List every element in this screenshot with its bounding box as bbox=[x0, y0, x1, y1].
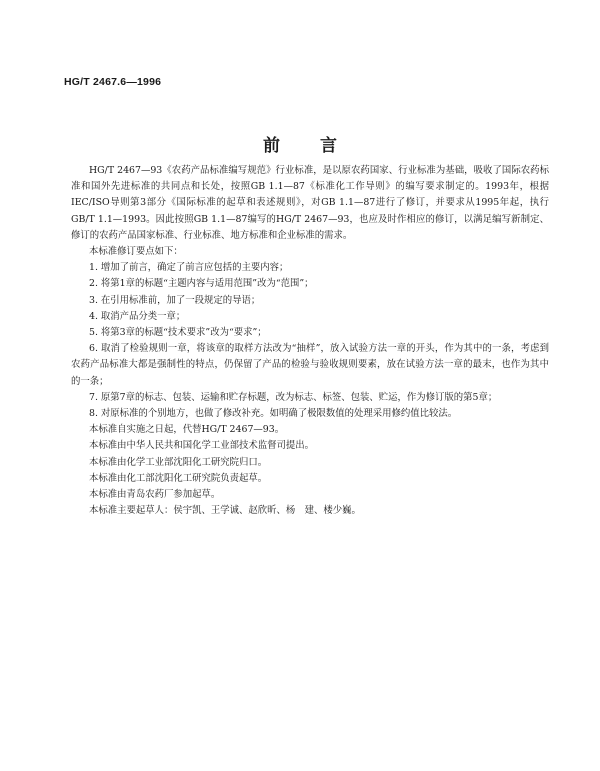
revision-item-8: 8. 对原标准的个别地方，也做了修改补充。如明确了极限数值的处理采用修约值比较法。 bbox=[89, 408, 458, 420]
revision-item-6: 6. 取消了检验规则一章，将该章的取样方法改为“抽样”，放入试验方法一章的开头，作为其中的一条，考虑到农药产品标准大都是强制性的特点，仍保留了产品的检验与验收规则要素，放在试验方法一章的最末，也作为其中的一条； bbox=[71, 343, 549, 387]
replacement-statement: 本标准自实施之日起，代替HG/T 2467—93。 bbox=[89, 424, 285, 436]
standard-code: HG/T 2467.6—1996 bbox=[64, 76, 162, 88]
revision-item-3: 3. 在引用标准前，加了一段规定的导语； bbox=[89, 294, 261, 306]
proposer-statement: 本标准由中华人民共和国化学工业部技术监督司提出。 bbox=[89, 440, 315, 452]
participating-unit-statement: 本标准由青岛农药厂参加起草。 bbox=[89, 489, 221, 501]
responsible-unit-statement: 本标准由化学工业部沈阳化工研究院归口。 bbox=[89, 456, 268, 468]
revision-item-2: 2. 将第1章的标题“主题内容与适用范围”改为“范围”； bbox=[89, 278, 314, 290]
revision-points-heading: 本标准修订要点如下： bbox=[89, 246, 183, 258]
revision-item-5: 5. 将第3章的标题“技术要求”改为“要求”； bbox=[89, 327, 267, 339]
intro-paragraph: HG/T 2467—93《农药产品标准编写规范》行业标准，是以原农药国家、行业标准为基础，吸收了国际农药标准和国外先进标准的共同点和长处，按照GB 1.1—87《标准化工作导则》的编写要求制定的。1993年，根据IEC/ISO导则第3部分《国际标准的起草和表述规则》，对GB 1.1—87进行了修订，并要求从1995年起，执行GB/T 1.1—1993。因此按照GB 1.1—87编写的HG/T 2467—93，也应及时作相应的修订，以满足编写新制定、修订的农药产品国家标准、行业标准、地方标准和企业标准的需求。 bbox=[71, 165, 549, 241]
foreword-body bbox=[71, 163, 549, 519]
revision-item-7: 7. 原第7章的标志、包装、运输和贮存标题，改为标志、标签、包装、贮运，作为修订版的第5章； bbox=[89, 391, 498, 403]
page-title: 前言 bbox=[263, 136, 377, 156]
drafting-unit-statement: 本标准由化工部沈阳化工研究院负责起草。 bbox=[89, 472, 268, 484]
revision-item-4: 4. 取消产品分类一章； bbox=[89, 310, 186, 322]
drafters-statement: 本标准主要起草人：侯宇凯、王学诚、赵欣昕、杨 建、楼少巍。 bbox=[89, 505, 361, 517]
revision-item-1: 1. 增加了前言，确定了前言应包括的主要内容； bbox=[89, 262, 289, 274]
